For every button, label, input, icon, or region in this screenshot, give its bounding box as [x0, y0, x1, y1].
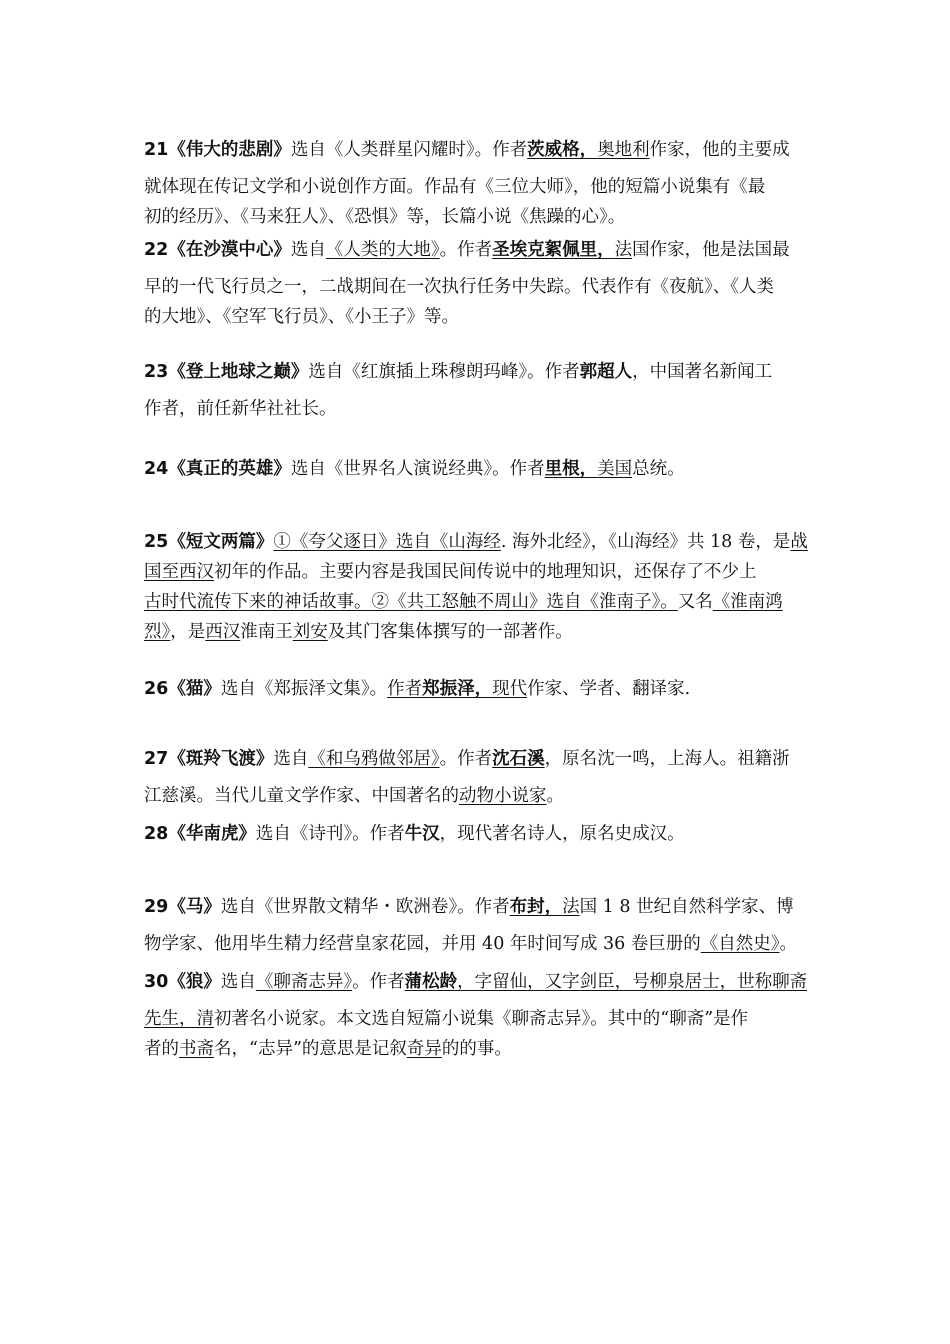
- bold-text: 28《华南虎》: [144, 824, 256, 844]
- text-run: 。: [546, 786, 564, 806]
- text-run: 。作者: [352, 972, 405, 992]
- text-run: 早的一代飞行员之一，二战期间在一次执行任务中失踪。代表作有《夜航》、《人类: [144, 277, 774, 297]
- text-line: [144, 238, 790, 262]
- underlined-text: 《和乌鸦做邻居》: [308, 749, 440, 769]
- text-line: [144, 590, 783, 614]
- text-run: 初著名小说家。本文选自短篇小说集《聊斋志异》。其中的“聊斋”是作: [214, 1009, 749, 1029]
- text-run: 作家，他的主要成: [649, 140, 790, 160]
- text-line: [144, 360, 772, 384]
- text-line: [144, 784, 564, 808]
- underlined-text: 书斋: [179, 1039, 214, 1059]
- underlined-text: 刘安: [292, 622, 328, 642]
- underlined-text: 《淮南鸿: [712, 592, 783, 612]
- text-line: [144, 275, 774, 299]
- text-run: 国 1 8 世纪自然科学家、博: [579, 897, 794, 917]
- bold-text: 24《真正的英雄》: [144, 459, 291, 479]
- text-run: 选自: [290, 240, 326, 260]
- text-run: 选自《郑振泽文集》。: [220, 679, 388, 699]
- text-run: ，是: [170, 622, 206, 642]
- bold-text: 茨威格，: [527, 140, 598, 160]
- bold-text: 布封，: [509, 897, 563, 917]
- bold-text: 圣埃克絮佩里，: [492, 240, 615, 260]
- text-line: [144, 932, 797, 956]
- bold-text: 牛汉: [404, 824, 440, 844]
- text-line: [144, 822, 685, 846]
- bold-text: 23《登上地球之巅》: [144, 362, 309, 382]
- text-run: 。作者: [439, 749, 493, 769]
- text-run: 就体现在传记文学和小说创作方面。作品有《三位大师》，他的短篇小说集有《最: [144, 177, 766, 197]
- underlined-text: 烈》: [144, 622, 171, 642]
- text-line: [144, 895, 794, 919]
- text-run: 初年的作品。主要内容是我国民间传说中的地理知识，还保存了不少上: [214, 562, 757, 582]
- text-line: [144, 1037, 512, 1061]
- text-run: ，原名沈一鸣，上海人。祖籍浙: [544, 749, 790, 769]
- bold-text: 郭超人: [579, 362, 633, 382]
- underlined-text: 奥地利: [597, 140, 650, 160]
- text-run: 。作者: [439, 240, 493, 260]
- underlined-text: 战: [790, 532, 808, 552]
- text-run: 江慈溪。当代儿童文学作家、中国著名的: [144, 786, 459, 806]
- bold-text: 蒲松龄: [404, 972, 458, 992]
- text-run: 选自《诗刊》。作者: [255, 824, 405, 844]
- underlined-text: ，字留仙，又字剑臣，号柳泉居士，世称聊斋: [457, 972, 808, 992]
- text-line: [144, 138, 790, 162]
- underlined-text: 古时代流传下来的神话故事。②《共工怒触不周山》选自《淮南子》。: [144, 592, 678, 612]
- underlined-text: 西汉: [205, 622, 241, 642]
- bold-text: 29《马》: [144, 897, 221, 917]
- underlined-text: 动物小说家: [459, 786, 547, 806]
- bold-text: 26《猫》: [144, 679, 221, 699]
- text-line: [144, 970, 807, 994]
- text-run: 又名: [677, 592, 713, 612]
- text-run: 名，“志异”的意思是记叙: [214, 1039, 407, 1059]
- bold-text: 22《在沙漠中心》: [144, 240, 291, 260]
- text-run: ，现代著名诗人，原名史成汉。: [439, 824, 685, 844]
- text-line: [144, 205, 625, 229]
- text-line: [144, 397, 337, 421]
- text-run: 国作家，他是法国最: [632, 240, 790, 260]
- bold-text: 郑振泽，: [422, 679, 493, 699]
- underlined-text: 现代: [492, 679, 528, 699]
- text-run: 选自《人类群星闪耀时》。作者: [290, 140, 528, 160]
- underlined-text: 作者: [387, 679, 423, 699]
- text-line: [144, 620, 573, 644]
- bold-text: 27《斑羚飞渡》: [144, 749, 274, 769]
- underlined-text: 《自然史》: [700, 934, 780, 954]
- text-run: . 海外北经》，《山海经》共 18 卷，是: [500, 532, 791, 552]
- text-run: 作家、学者、翻译家.: [527, 679, 691, 699]
- underlined-text: 《人类的大地》: [325, 240, 440, 260]
- underlined-text: 美国: [597, 459, 633, 479]
- underlined-text: 先生，清: [144, 1009, 214, 1029]
- bold-text: 沈石溪: [492, 749, 545, 769]
- underlined-text: ①《夸父逐日》选自《山海经: [273, 532, 501, 552]
- text-run: 淮南王: [240, 622, 293, 642]
- text-run: 的的事。: [441, 1039, 512, 1059]
- text-line: [144, 175, 765, 199]
- text-line: [144, 747, 790, 771]
- underlined-text: 法: [614, 240, 633, 260]
- text-run: 的大地》、《空军飞行员》、《小王子》等。: [144, 307, 459, 327]
- underlined-text: 奇异: [406, 1039, 442, 1059]
- text-line: [144, 530, 808, 554]
- text-run: 及其门客集体撰写的一部著作。: [327, 622, 573, 642]
- bold-text: 25《短文两篇》: [144, 532, 274, 552]
- underlined-text: 《聊斋志异》: [255, 972, 353, 992]
- bold-text: 里根，: [544, 459, 598, 479]
- underlined-text: 国至西汉: [144, 562, 214, 582]
- text-run: 选自: [273, 749, 309, 769]
- bold-text: 21《伟大的悲剧》: [144, 140, 291, 160]
- text-run: 总统。: [632, 459, 685, 479]
- text-line: [144, 560, 757, 584]
- text-run: 物学家、他用毕生精力经营皇家花园，并用 40 年时间写成 36 卷巨册的: [144, 934, 701, 954]
- bold-text: 30《狼》: [144, 972, 221, 992]
- text-line: [144, 1007, 748, 1031]
- text-run: 选自: [220, 972, 256, 992]
- text-line: [144, 457, 685, 481]
- text-line: [144, 677, 690, 701]
- text-run: 选自《世界散文精华・欧洲卷》。作者: [220, 897, 510, 917]
- underlined-text: 法: [562, 897, 580, 917]
- text-run: 。: [779, 934, 798, 954]
- text-run: 者的: [144, 1039, 179, 1059]
- text-run: 作者，前任新华社社长。: [144, 399, 337, 419]
- text-run: 选自《红旗插上珠穆朗玛峰》。作者: [308, 362, 580, 382]
- text-run: 选自《世界名人演说经典》。作者: [290, 459, 545, 479]
- text-line: [144, 305, 459, 329]
- text-run: ，中国著名新闻工: [632, 362, 773, 382]
- text-run: 初的经历》、《马来狂人》、《恐惧》等，长篇小说《焦躁的心》。: [144, 207, 626, 227]
